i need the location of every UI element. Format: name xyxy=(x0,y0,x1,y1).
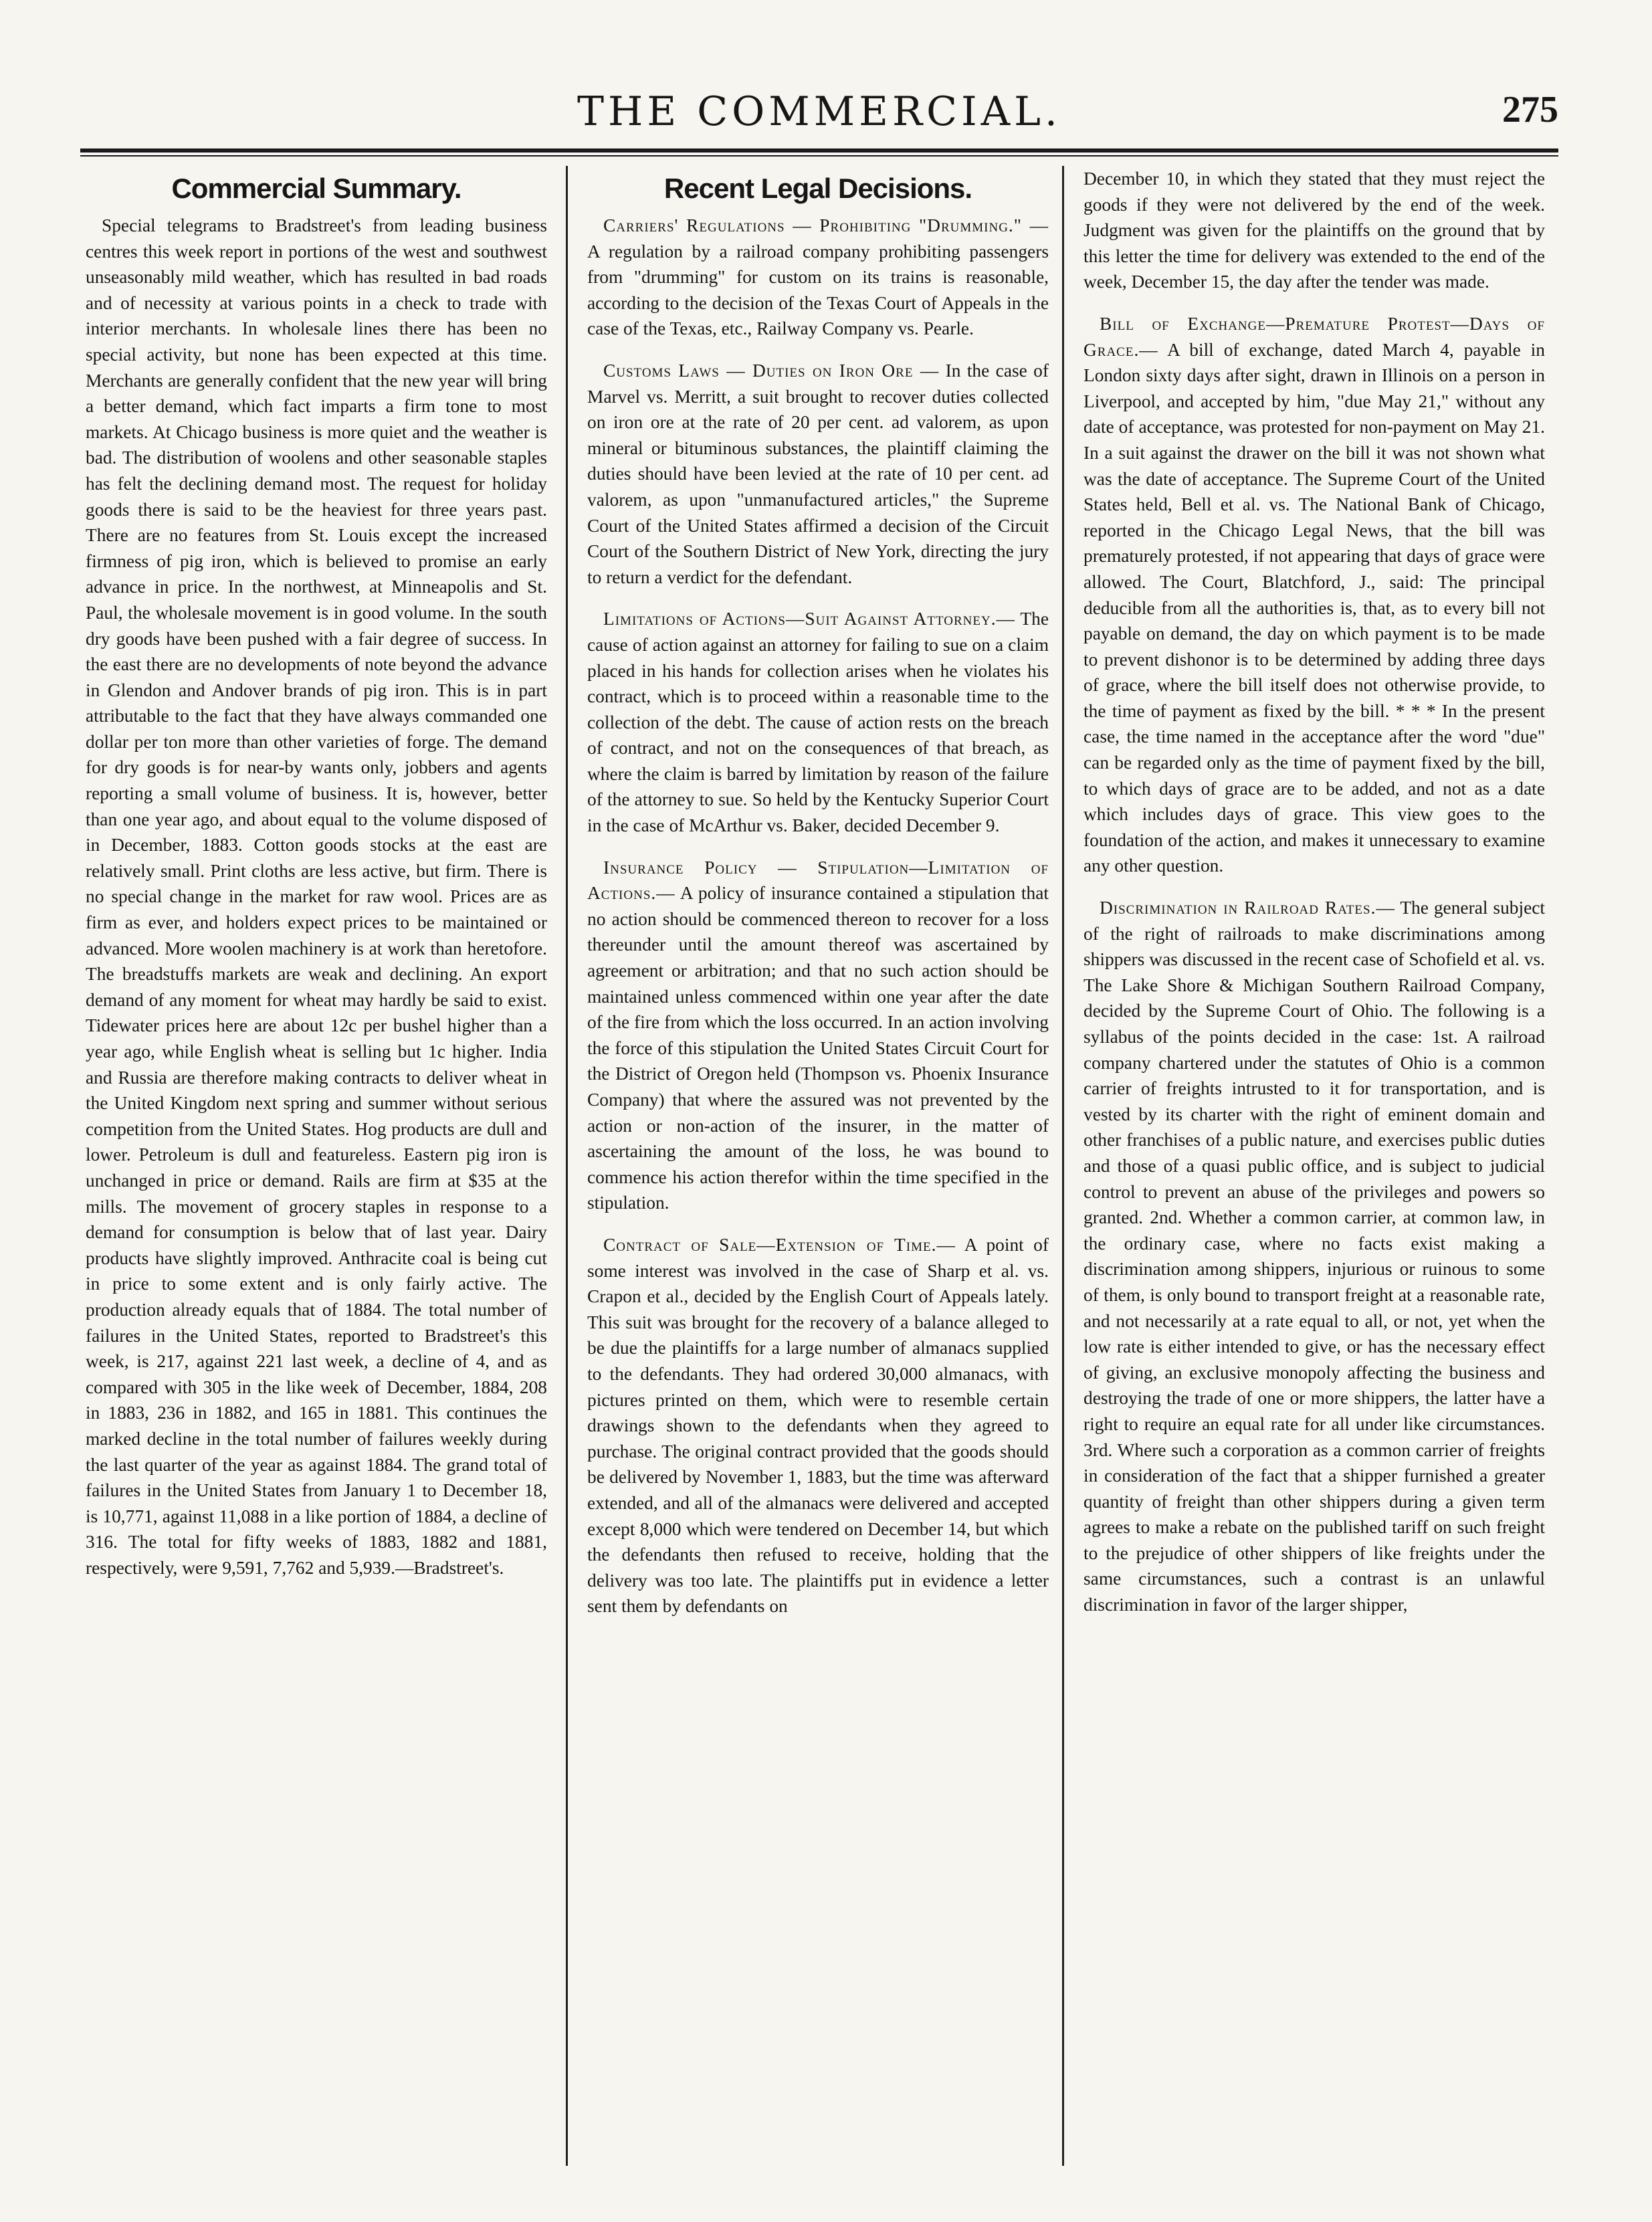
legal-item-text: A policy of insurance contained a stipulation that no action should be commenced thereon to recover for a loss thereunder until the amount thereof was ascertained by agreement or arbitration; and that no such action should be maintained unless commenced within one year after the date of the fire from which the loss occurred. In an action involving the force of this stipulation the United States Circuit Court for the District of Oregon held (Thompson vs. Phoenix Insurance Company) that where the assured was not prevented by the action or non-action of the insurer, in the matter of ascertaining the amount of the loss, he was bound to commence his action therefor within the time specified in the stipulation. xyxy=(587,883,1049,1213)
article-body: Special telegrams to Bradstreet's from leading business centres this week report in portions of the west and southwest unseasonably mild weather, which has resulted in bad roads and of necessity at various points in a check to trade with interior merchants. In wholesale lines there has been no special activity, but none has been expected at this time. Merchants are generally confident that the new year will bring a better demand, which fact imparts a firm tone to most markets. At Chicago business is more quiet and the weather is bad. The distribution of woolens and other seasonable staples has felt the declining demand most. The request for holiday goods there is said to be the heaviest for three years past. There are no features from St. Louis except the increased firmness of pig iron, which is believed to promise an early advance in price. In the northwest, at Minneapolis and St. Paul, the wholesale movement is in good volume. In the south dry goods have been pushed with a fair degree of success. In the east there are no developments of note beyond the advance in Glendon and Andover brands of pig iron. This is in part attributable to the fact that they have always commanded one dollar per ton more than other varieties of forge. The demand for dry goods is for near-by wants only, jobbers and agents reporting a small volume of business. It is, however, better than one year ago, and about equal to the volume disposed of in December, 1883. Cotton goods stocks at the east are relatively small. Print cloths are less active, but firm. There is no special change in the market for raw wool. Prices are as firm as ever, and holders expect prices to be maintained or advanced. More woolen machinery is at work than heretofore. The breadstuffs markets are weak and declining. An export demand of any moment for wheat may hardly be said to exist. Tidewater prices here are about 12c per bushel higher than a year ago, while English wheat is selling but 1c higher. India and Russia are therefore making contracts to deliver wheat in the United Kingdom next spring and summer without serious competition from the United States. Hog products are dull and lower. Petroleum is dull and featureless. Eastern pig iron is unchanged in price or demand. Rails are firm at $35 at the mills. The movement of grocery staples in response to a demand for consumption is below that of last year. Dairy products have slightly improved. Anthracite coal is being cut in price to some extent and is only fairly active. The production already equals that of 1884. The total number of failures in the United States, reported to Bradstreet's this week, is 217, against 221 last week, a decline of 4, and as compared with 305 in the like week of December, 1884, 208 in 1883, 236 in 1882, and 165 in 1881. This continues the marked decline in the total number of failures weekly during the last quarter of the year as against 1884. The grand total of failures in the United States from January 1 to December 18, is 10,771, against 11,088 in a like portion of 1884, a decline of 316. The total for fifty weeks of 1883, 1882 and 1881, respectively, were 9,591, 7,762 and 5,939.—Bradstreet's. xyxy=(86,215,547,1578)
legal-item-heading: Discrimination in Railroad Rates.— xyxy=(1100,898,1395,918)
section-title: Commercial Summary. xyxy=(171,173,461,204)
legal-item xyxy=(1083,311,1545,879)
legal-item-heading: Carriers' Regulations — Prohibiting "Drumming." — xyxy=(603,215,1049,235)
column-divider xyxy=(1062,166,1064,2166)
continued-text: December 10, in which they stated that they must reject the goods if they were not delivered by the end of the week. Judgment was given for the plaintiffs on the ground that by this letter the time for delivery was extended to the end of the week, December 15, the day after the tender was made. xyxy=(1083,169,1545,292)
legal-item-heading: Customs Laws — Duties on Iron Ore — xyxy=(603,360,940,381)
legal-item xyxy=(587,606,1049,838)
legal-item xyxy=(1083,895,1545,1618)
legal-item xyxy=(587,1232,1049,1619)
legal-item-heading: Bill of Exchange—Premature Protest—Days of Grace.— xyxy=(1083,313,1545,360)
legal-item xyxy=(587,358,1049,590)
column-legal-decisions xyxy=(587,166,1049,2166)
legal-item-heading: Insurance Policy — Stipulation—Limitation of Actions.— xyxy=(587,857,1049,904)
page-header xyxy=(80,80,1558,140)
legal-item-text: A regulation by a railroad company prohibiting passengers from "drumming" for custom on its trains is reasonable, according to the decision of the Texas Court of Appeals in the case of the Texas, etc., Railway Company vs. Pearle. xyxy=(587,241,1049,339)
header-rule-thin xyxy=(80,155,1558,157)
page-number: 275 xyxy=(1502,89,1558,130)
legal-item-text: The cause of action against an attorney for failing to sue on a claim placed in his hands for collection arises when he violates his contract, which is to proceed within a reasonable time to the collection of the debt. The cause of action rests on the breach of contract, and not on the consequences of that breach, as where the claim is barred by limitation by reason of the failure of the attorney to sue. So held by the Kentucky Superior Court in the case of McArthur vs. Baker, decided December 9. xyxy=(587,609,1049,836)
column-commercial-summary xyxy=(86,166,547,2166)
legal-item-text: A point of some interest was involved in the case of Sharp et al. vs. Crapon et al., decided by the English Court of Appeals lately. This suit was brought for the recovery of a balance alleged to be due the plaintiffs for a large number of almanacs supplied to the defendants. They had ordered 30,000 almanacs, with pictures printed on them, which were to resemble certain drawings shown to the defendants when they agreed to purchase. The original contract provided that the goods should be delivered by November 1, 1883, but the time was afterward extended, and all of the almanacs were delivered and accepted except 8,000 which were tendered on December 14, but which the defendants then refused to receive, holding that the delivery was too late. The plaintiffs put in evidence a letter sent them by defendants on xyxy=(587,1234,1049,1617)
header-rule xyxy=(80,148,1558,153)
section-title: Recent Legal Decisions. xyxy=(663,173,972,204)
legal-item-heading: Limitations of Actions—Suit Against Attorney.— xyxy=(603,609,1015,629)
legal-item-heading: Contract of Sale—Extension of Time.— xyxy=(603,1234,956,1255)
column-legal-decisions-continued xyxy=(1083,166,1545,2166)
legal-item-text: In the case of Marvel vs. Merritt, a suit brought to recover duties collected on iron ore at the rate of 20 per cent. ad valorem, as upon mineral or bituminous substances, the plaintiff claiming the duties should have been levied at the rate of 10 per cent. ad valorem, as upon "unmanufactured articles," the Supreme Court of the United States affirmed a decision of the Circuit Court of the Southern District of New York, directing the jury to return a verdict for the defendant. xyxy=(587,360,1049,587)
column-divider xyxy=(566,166,568,2166)
legal-item xyxy=(587,213,1049,342)
legal-item-text: The general subject of the right of railroads to make discriminations among shippers was discussed in the recent case of Schofield et al. vs. The Lake Shore & Michigan Southern Railroad Company, decided by the Supreme Court of Ohio. The following is a syllabus of the points decided in the case: 1st. A railroad company chartered under the statutes of Ohio is a common carrier of freights intrusted to it for transportation, and is vested by its charter with the right of eminent domain and other franchises of a public nature, and exercises public duties and those of a quasi public office, and is subject to judicial control to prevent an abuse of the privileges and powers so granted. 2nd. Whether a common carrier, at common law, in the ordinary case, where no facts exist making a discrimination among shippers, injurious or ruinous to some of them, is only bound to transport freight at a reasonable rate, and not necessarily at a rate equal to all, or not, yet when the low rate is either intended to give, or has the necessary effect of giving, an exclusive monopoly affecting the business and destroying the trade of one or more shippers, the latter have a right to require an equal rate for all under like circumstances. 3rd. Where such a corporation as a common carrier of freights in consideration of the fact that a shipper furnished a greater quantity of freight than other shippers during a given term agrees to make a rebate on the published tariff on such freight to the prejudice of other shippers of like freights under the same circumstances, such a contrast is an unlawful discrimination in favor of the larger shipper, xyxy=(1083,898,1545,1615)
legal-item-text: A bill of exchange, dated March 4, payable in London sixty days after sight, drawn in Illinois on a person in Liverpool, and accepted by him, "due May 21," without any date of acceptance, was protested for non-payment on May 21. In a suit against the drawer on the bill it was not shown what was the date of acceptance. The Supreme Court of the United States held, Bell et al. vs. The National Bank of Chicago, reported in the Chicago Legal News, that the bill was prematurely protested, if not appearing that days of grace were allowed. The Court, Blatchford, J., said: The principal deducible from all the authorities is, that, as to every bill not payable on demand, the day on which payment is to be made to prevent dishonor is to be determined by adding three days of grace, where the bill itself does not otherwise provide, to the time of payment as fixed by the bill. * * * In the present case, the time named in the acceptance after the word "due" can be regarded only as the time of payment fixed by the bill, to which days of grace are to be added, and not as a date which includes days of grace. This view goes to the foundation of the action, and makes it unnecessary to examine any other question. xyxy=(1083,339,1545,876)
legal-item xyxy=(587,855,1049,1216)
masthead: THE COMMERCIAL. xyxy=(577,88,1061,135)
